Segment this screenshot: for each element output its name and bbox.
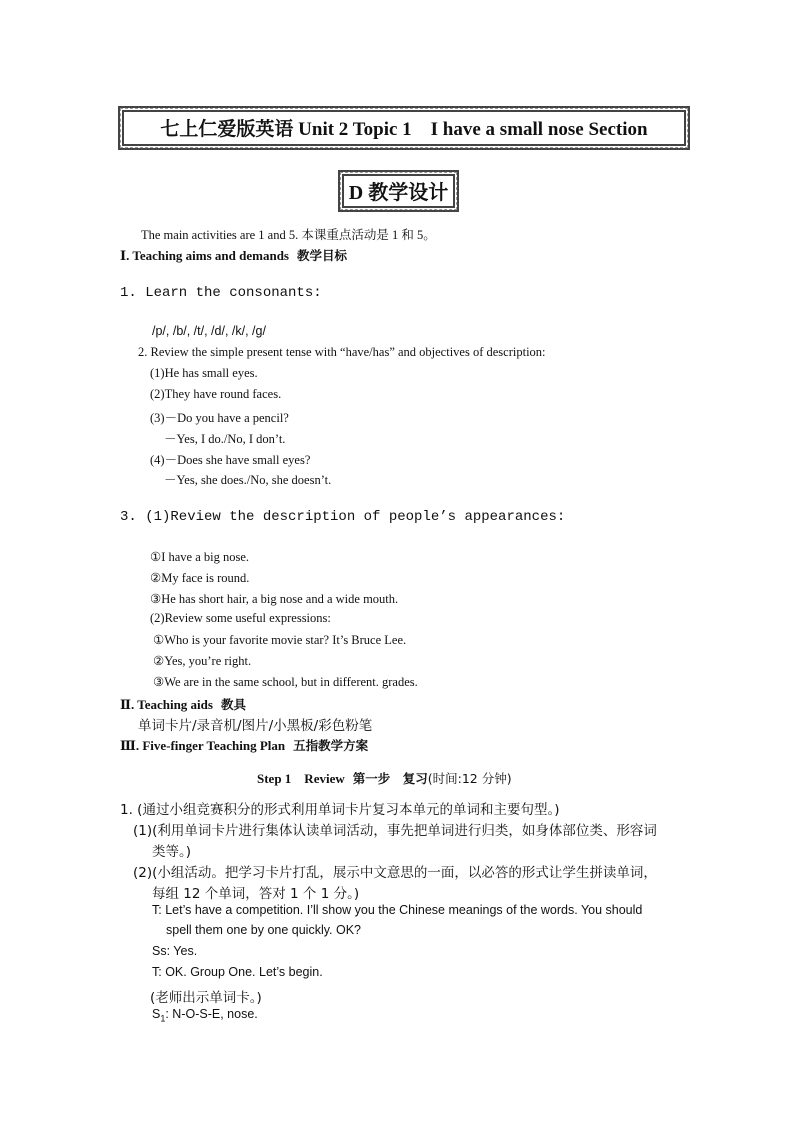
activity-item: (1)(利用单词卡片进行集体认读单词活动，事先把单词进行归类，如身体部位类、形容词 [133, 823, 657, 839]
speaker-subscript: 1 [160, 1013, 166, 1024]
aim3-item: ③We are in the same school, but in different. grades. [153, 675, 418, 689]
section3-heading [120, 736, 368, 755]
section3-heading-en: Ⅲ. Five-finger Teaching Plan [120, 738, 286, 753]
dialogue-line: spell them one by one quickly. OK? [166, 923, 362, 937]
speaker-prefix: S [152, 1007, 161, 1021]
document-title: 七上仁爱版英语 Unit 2 Topic 1 I have a small nose Section [160, 119, 648, 140]
teaching-aids-list: 单词卡片/录音机/图片/小黑板/彩色粉笔 [138, 718, 373, 734]
activity-item: 1. (通过小组竞赛积分的形式利用单词卡片复习本单元的单词和主要句型。) [120, 802, 560, 818]
aim3-item: ②My face is round. [150, 571, 250, 585]
section1-heading-en: Ⅰ. Teaching aims and demands [120, 248, 289, 263]
dialogue-line: T: OK. Group One. Let’s begin. [152, 965, 323, 979]
intro-line: The main activities are 1 and 5. 本课重点活动是 1 和 5。 [141, 228, 436, 242]
aim3-item: ①I have a big nose. [150, 550, 250, 564]
aim2-item: (2)They have round faces. [150, 387, 282, 401]
dialogue-line: Ss: Yes. [152, 944, 198, 958]
aim3-item: ②Yes, you’re right. [153, 654, 252, 668]
aim3-item: ③He has short hair, a big nose and a wide mouth. [150, 592, 399, 606]
aim3-label: 3. (1)Review the description of people’s appearances: [120, 509, 566, 525]
aim1-label: 1. Learn the consonants: [120, 285, 322, 301]
section2-heading-cn: 教具 [220, 697, 246, 712]
dialogue-note: (老师出示单词卡。) [150, 990, 262, 1006]
aim2-item: －Yes, I do./No, I don’t. [164, 432, 286, 446]
document-subtitle: D 教学设计 [348, 182, 449, 204]
step1-label-cn: 第一步 复习 [352, 771, 428, 786]
dialogue-line: T: Let’s have a competition. I’ll show you the Chinese meanings of the words. You should [152, 903, 643, 917]
aim2-item: (3)－Do you have a pencil? [150, 411, 289, 425]
section2-heading-en: Ⅱ. Teaching aids [120, 697, 213, 712]
section1-heading [120, 246, 347, 265]
step1-heading [257, 768, 512, 788]
section3-heading-cn: 五指教学方案 [293, 738, 369, 753]
section1-heading-cn: 教学目标 [297, 248, 348, 263]
aim2-item: (4)－Does she have small eyes? [150, 453, 311, 467]
aim1-sounds: /p/, /b/, /t/, /d/, /k/, /g/ [152, 324, 266, 338]
aim3-item: (2)Review some useful expressions: [150, 611, 331, 625]
aim3-item: ①Who is your favorite movie star? It’s Bruce Lee. [153, 633, 407, 647]
aim2-item: (1)He has small eyes. [150, 366, 258, 380]
speaker-text: : N-O-S-E, nose. [165, 1007, 258, 1021]
aim2-label: 2. Review the simple present tense with “have/has” and objectives of description: [138, 345, 546, 359]
aim2-item: －Yes, she does./No, she doesn’t. [164, 473, 332, 487]
step1-time: (时间:12 分钟) [427, 771, 512, 786]
activity-item: 类等。) [152, 844, 192, 860]
dialogue-line [152, 1007, 258, 1024]
activity-item: (2)(小组活动。把学习卡片打乱，展示中文意思的一面，以必答的形式让学生拼读单词， [133, 865, 657, 881]
activity-item: 每组 12 个单词，答对 1 个 1 分。) [152, 886, 360, 902]
step1-label-en: Step 1 Review [257, 771, 345, 786]
section2-heading [120, 695, 246, 714]
